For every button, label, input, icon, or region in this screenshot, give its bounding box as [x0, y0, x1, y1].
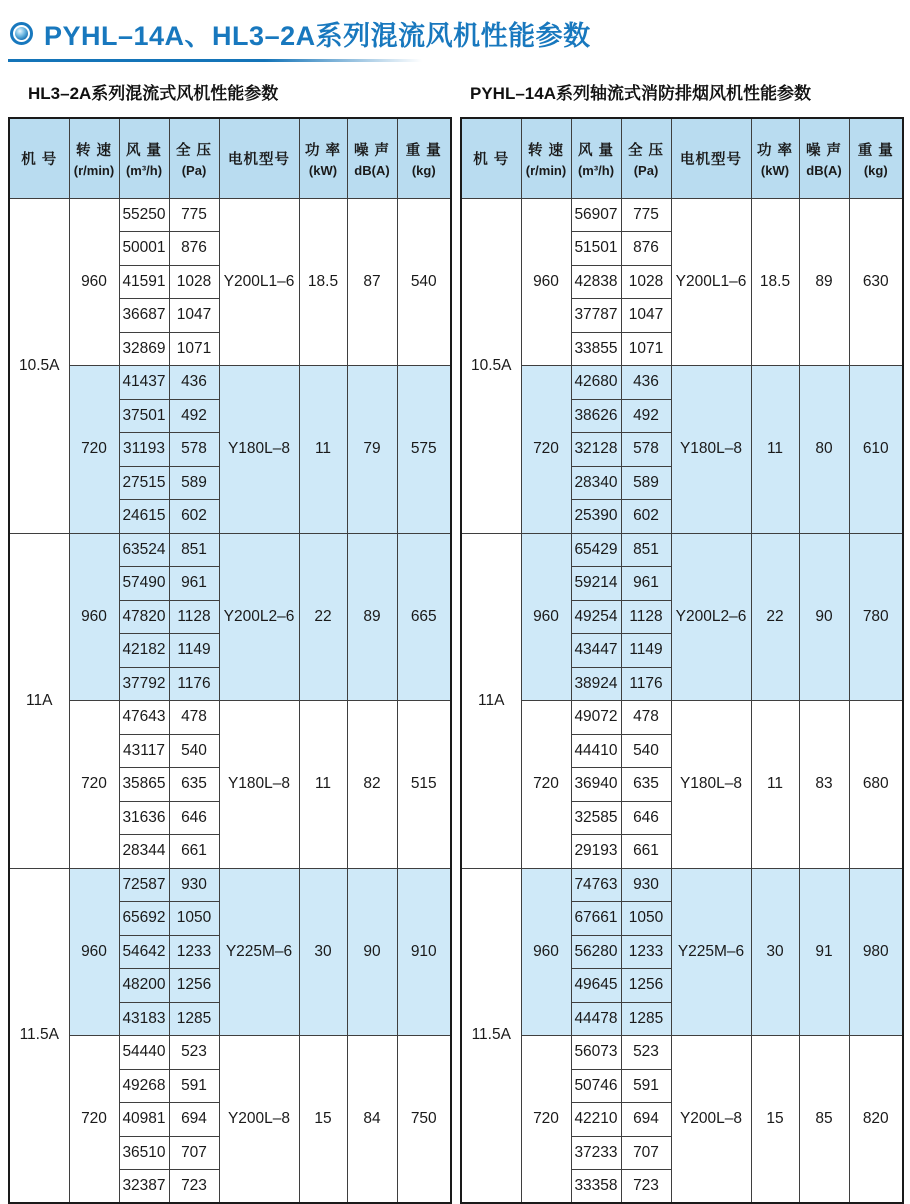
flow-cell: 28340: [571, 466, 621, 500]
table-row: [9, 198, 451, 232]
column-header: [799, 118, 849, 198]
weight-cell: 515: [397, 701, 451, 869]
motor-cell: Y225M–6: [671, 868, 751, 1036]
flow-cell: 35865: [119, 768, 169, 802]
table-row: [461, 366, 903, 400]
column-header: [571, 118, 621, 198]
column-label: 功 率: [756, 142, 794, 159]
column-header: [751, 118, 799, 198]
pressure-cell: 1285: [621, 1002, 671, 1036]
pressure-cell: 661: [169, 835, 219, 869]
flow-cell: 49254: [571, 600, 621, 634]
model-cell: 11A: [9, 533, 69, 868]
speed-cell: 960: [69, 198, 119, 366]
pressure-cell: 1071: [621, 332, 671, 366]
flow-cell: 47643: [119, 701, 169, 735]
flow-cell: 24615: [119, 500, 169, 534]
weight-cell: 680: [849, 701, 903, 869]
pressure-cell: 646: [169, 801, 219, 835]
flow-cell: 56073: [571, 1036, 621, 1070]
speed-cell: 720: [521, 701, 571, 869]
flow-cell: 42838: [571, 265, 621, 299]
power-cell: 15: [751, 1036, 799, 1204]
column-header: [169, 118, 219, 198]
column-header: [621, 118, 671, 198]
pressure-cell: 1233: [621, 935, 671, 969]
tables-row: [8, 62, 902, 1204]
flow-cell: 67661: [571, 902, 621, 936]
noise-cell: 79: [347, 366, 397, 534]
pressure-cell: 694: [621, 1103, 671, 1137]
flow-cell: 28344: [119, 835, 169, 869]
table-row: [9, 868, 451, 902]
table-row: [9, 1036, 451, 1070]
motor-cell: Y200L–8: [671, 1036, 751, 1204]
pressure-cell: 851: [621, 533, 671, 567]
speed-cell: 720: [69, 1036, 119, 1204]
pressure-cell: 646: [621, 801, 671, 835]
flow-cell: 65429: [571, 533, 621, 567]
weight-cell: 750: [397, 1036, 451, 1204]
noise-cell: 91: [799, 868, 849, 1036]
speed-cell: 720: [521, 366, 571, 534]
flow-cell: 32128: [571, 433, 621, 467]
noise-cell: 82: [347, 701, 397, 869]
weight-cell: 910: [397, 868, 451, 1036]
pressure-cell: 578: [169, 433, 219, 467]
flow-cell: 31636: [119, 801, 169, 835]
column-header: [299, 118, 347, 198]
weight-cell: 820: [849, 1036, 903, 1204]
pressure-cell: 436: [621, 366, 671, 400]
column-unit-label: (Pa): [181, 162, 207, 178]
bullseye-dot-icon: [15, 27, 28, 40]
column-header: [347, 118, 397, 198]
pressure-cell: 635: [169, 768, 219, 802]
column-header: [119, 118, 169, 198]
flow-cell: 50746: [571, 1069, 621, 1103]
pressure-cell: 1047: [621, 299, 671, 333]
speed-cell: 720: [69, 701, 119, 869]
power-cell: 11: [299, 701, 347, 869]
pressure-cell: 1050: [621, 902, 671, 936]
flow-cell: 57490: [119, 567, 169, 601]
flow-cell: 36940: [571, 768, 621, 802]
flow-cell: 29193: [571, 835, 621, 869]
model-cell: 10.5A: [461, 198, 521, 533]
pressure-cell: 540: [169, 734, 219, 768]
flow-cell: 38924: [571, 667, 621, 701]
flow-cell: 42680: [571, 366, 621, 400]
flow-cell: 32869: [119, 332, 169, 366]
right-performance-table: [460, 117, 904, 1204]
column-unit-label: (Pa): [633, 162, 659, 178]
column-unit-label: (m³/h): [125, 162, 163, 178]
pressure-cell: 540: [621, 734, 671, 768]
table-row: [461, 198, 903, 232]
flow-cell: 41591: [119, 265, 169, 299]
pressure-cell: 602: [169, 500, 219, 534]
column-header: [69, 118, 119, 198]
noise-cell: 90: [799, 533, 849, 701]
column-label: 电机型号: [228, 151, 290, 168]
flow-cell: 32585: [571, 801, 621, 835]
flow-cell: 48200: [119, 969, 169, 1003]
motor-cell: Y180L–8: [671, 366, 751, 534]
weight-cell: 540: [397, 198, 451, 366]
speed-cell: 960: [69, 868, 119, 1036]
pressure-cell: 578: [621, 433, 671, 467]
table-column-right: [460, 62, 902, 1204]
table-row: [9, 366, 451, 400]
column-header: [671, 118, 751, 198]
flow-cell: 59214: [571, 567, 621, 601]
flow-cell: 49072: [571, 701, 621, 735]
pressure-cell: 1128: [621, 600, 671, 634]
flow-cell: 43183: [119, 1002, 169, 1036]
column-unit-label: (kg): [411, 162, 436, 178]
pressure-cell: 635: [621, 768, 671, 802]
flow-cell: 56907: [571, 198, 621, 232]
pressure-cell: 723: [169, 1170, 219, 1204]
pressure-cell: 1050: [169, 902, 219, 936]
column-label: 转 速: [75, 142, 113, 159]
flow-cell: 32387: [119, 1170, 169, 1204]
speed-cell: 960: [521, 868, 571, 1036]
pressure-cell: 436: [169, 366, 219, 400]
pressure-cell: 775: [621, 198, 671, 232]
flow-cell: 37501: [119, 399, 169, 433]
column-label: 噪 声: [353, 142, 391, 159]
column-label: 噪 声: [805, 142, 843, 159]
pressure-cell: 1176: [169, 667, 219, 701]
noise-cell: 80: [799, 366, 849, 534]
model-cell: 10.5A: [9, 198, 69, 533]
pressure-cell: 961: [621, 567, 671, 601]
flow-cell: 49268: [119, 1069, 169, 1103]
flow-cell: 72587: [119, 868, 169, 902]
flow-cell: 43447: [571, 634, 621, 668]
motor-cell: Y200L–8: [219, 1036, 299, 1204]
power-cell: 11: [299, 366, 347, 534]
flow-cell: 33358: [571, 1170, 621, 1204]
right-table-subtitle: PYHL–14A系列轴流式消防排烟风机性能参数: [470, 84, 811, 103]
power-cell: 22: [299, 533, 347, 701]
column-label: 功 率: [304, 142, 342, 159]
column-header: [9, 118, 69, 198]
table-row: [461, 868, 903, 902]
speed-cell: 960: [521, 533, 571, 701]
flow-cell: 50001: [119, 232, 169, 266]
pressure-cell: 523: [169, 1036, 219, 1070]
column-label: 风 量: [125, 142, 163, 159]
bullseye-icon: [10, 22, 33, 45]
weight-cell: 780: [849, 533, 903, 701]
column-unit-label: dB(A): [354, 162, 390, 178]
noise-cell: 85: [799, 1036, 849, 1204]
flow-cell: 49645: [571, 969, 621, 1003]
pressure-cell: 661: [621, 835, 671, 869]
pressure-cell: 591: [169, 1069, 219, 1103]
power-cell: 11: [751, 701, 799, 869]
left-performance-table: [8, 117, 452, 1204]
flow-cell: 36510: [119, 1136, 169, 1170]
flow-cell: 47820: [119, 600, 169, 634]
pressure-cell: 930: [169, 868, 219, 902]
column-header: [219, 118, 299, 198]
column-header: [461, 118, 521, 198]
column-header: [521, 118, 571, 198]
flow-cell: 65692: [119, 902, 169, 936]
flow-cell: 74763: [571, 868, 621, 902]
pressure-cell: 589: [169, 466, 219, 500]
flow-cell: 54440: [119, 1036, 169, 1070]
table-row: [461, 701, 903, 735]
flow-cell: 31193: [119, 433, 169, 467]
flow-cell: 63524: [119, 533, 169, 567]
pressure-cell: 1071: [169, 332, 219, 366]
pressure-cell: 1176: [621, 667, 671, 701]
pressure-cell: 930: [621, 868, 671, 902]
table-column-left: [8, 62, 450, 1204]
weight-cell: 980: [849, 868, 903, 1036]
flow-cell: 56280: [571, 935, 621, 969]
table-row: [461, 533, 903, 567]
pressure-cell: 1149: [621, 634, 671, 668]
pressure-cell: 876: [621, 232, 671, 266]
column-label: 全 压: [627, 142, 665, 159]
flow-cell: 37787: [571, 299, 621, 333]
motor-cell: Y225M–6: [219, 868, 299, 1036]
flow-cell: 51501: [571, 232, 621, 266]
noise-cell: 84: [347, 1036, 397, 1204]
flow-cell: 37233: [571, 1136, 621, 1170]
power-cell: 30: [299, 868, 347, 1036]
pressure-cell: 775: [169, 198, 219, 232]
column-unit-label: dB(A): [806, 162, 842, 178]
motor-cell: Y200L2–6: [671, 533, 751, 701]
power-cell: 22: [751, 533, 799, 701]
flow-cell: 25390: [571, 500, 621, 534]
motor-cell: Y200L1–6: [671, 198, 751, 366]
column-unit-label: (kW): [760, 162, 790, 178]
flow-cell: 41437: [119, 366, 169, 400]
noise-cell: 89: [347, 533, 397, 701]
flow-cell: 38626: [571, 399, 621, 433]
power-cell: 18.5: [299, 198, 347, 366]
pressure-cell: 694: [169, 1103, 219, 1137]
flow-cell: 44410: [571, 734, 621, 768]
speed-cell: 720: [521, 1036, 571, 1204]
flow-cell: 42182: [119, 634, 169, 668]
pressure-cell: 1149: [169, 634, 219, 668]
flow-cell: 36687: [119, 299, 169, 333]
column-label: 风 量: [577, 142, 615, 159]
noise-cell: 89: [799, 198, 849, 366]
pressure-cell: 492: [169, 399, 219, 433]
speed-cell: 720: [69, 366, 119, 534]
page-title-row: [8, 14, 902, 53]
column-label: 重 量: [405, 142, 442, 159]
flow-cell: 55250: [119, 198, 169, 232]
flow-cell: 40981: [119, 1103, 169, 1137]
pressure-cell: 478: [621, 701, 671, 735]
motor-cell: Y200L2–6: [219, 533, 299, 701]
column-unit-label: (kW): [308, 162, 338, 178]
motor-cell: Y180L–8: [671, 701, 751, 869]
flow-cell: 33855: [571, 332, 621, 366]
model-cell: 11.5A: [9, 868, 69, 1203]
pressure-cell: 707: [169, 1136, 219, 1170]
flow-cell: 54642: [119, 935, 169, 969]
motor-cell: Y180L–8: [219, 701, 299, 869]
column-header: [397, 118, 451, 198]
pressure-cell: 1028: [169, 265, 219, 299]
column-label: 重 量: [857, 142, 894, 159]
column-label: 机 号: [473, 151, 510, 168]
pressure-cell: 1047: [169, 299, 219, 333]
pressure-cell: 707: [621, 1136, 671, 1170]
table-row: [9, 701, 451, 735]
pressure-cell: 876: [169, 232, 219, 266]
column-label: 全 压: [175, 142, 213, 159]
weight-cell: 665: [397, 533, 451, 701]
power-cell: 30: [751, 868, 799, 1036]
model-cell: 11.5A: [461, 868, 521, 1203]
noise-cell: 90: [347, 868, 397, 1036]
power-cell: 18.5: [751, 198, 799, 366]
pressure-cell: 1285: [169, 1002, 219, 1036]
pressure-cell: 602: [621, 500, 671, 534]
pressure-cell: 589: [621, 466, 671, 500]
column-unit-label: (r/min): [525, 162, 567, 178]
pressure-cell: 492: [621, 399, 671, 433]
motor-cell: Y200L1–6: [219, 198, 299, 366]
speed-cell: 960: [521, 198, 571, 366]
pressure-cell: 723: [621, 1170, 671, 1204]
model-cell: 11A: [461, 533, 521, 868]
speed-cell: 960: [69, 533, 119, 701]
column-label: 电机型号: [680, 151, 742, 168]
flow-cell: 43117: [119, 734, 169, 768]
column-unit-label: (m³/h): [577, 162, 615, 178]
pressure-cell: 1233: [169, 935, 219, 969]
pressure-cell: 478: [169, 701, 219, 735]
weight-cell: 630: [849, 198, 903, 366]
flow-cell: 44478: [571, 1002, 621, 1036]
noise-cell: 83: [799, 701, 849, 869]
flow-cell: 37792: [119, 667, 169, 701]
power-cell: 15: [299, 1036, 347, 1204]
table-row: [461, 1036, 903, 1070]
pressure-cell: 523: [621, 1036, 671, 1070]
left-table-subtitle: HL3–2A系列混流式风机性能参数: [28, 84, 279, 103]
pressure-cell: 1256: [621, 969, 671, 1003]
pressure-cell: 591: [621, 1069, 671, 1103]
column-unit-label: (r/min): [73, 162, 115, 178]
table-row: [9, 533, 451, 567]
weight-cell: 575: [397, 366, 451, 534]
page-title: PYHL–14A、HL3–2A系列混流风机性能参数: [44, 21, 591, 51]
column-header: [849, 118, 903, 198]
column-label: 转 速: [527, 142, 565, 159]
pressure-cell: 1128: [169, 600, 219, 634]
pressure-cell: 1256: [169, 969, 219, 1003]
noise-cell: 87: [347, 198, 397, 366]
pressure-cell: 851: [169, 533, 219, 567]
pressure-cell: 1028: [621, 265, 671, 299]
column-unit-label: (kg): [863, 162, 888, 178]
power-cell: 11: [751, 366, 799, 534]
motor-cell: Y180L–8: [219, 366, 299, 534]
flow-cell: 42210: [571, 1103, 621, 1137]
pressure-cell: 961: [169, 567, 219, 601]
flow-cell: 27515: [119, 466, 169, 500]
weight-cell: 610: [849, 366, 903, 534]
column-label: 机 号: [21, 151, 58, 168]
